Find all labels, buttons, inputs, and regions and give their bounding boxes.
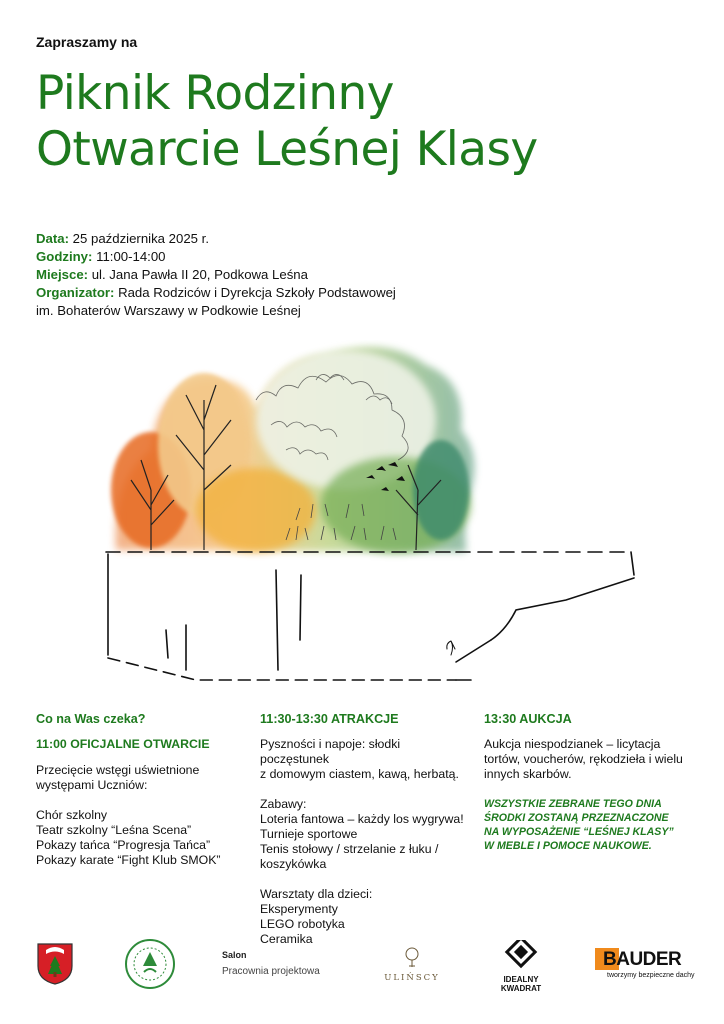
text-line: tortów, voucherów, rękodzieła i wielu (484, 752, 683, 766)
text-line: koszykówka (260, 857, 327, 871)
list-item: Pokazy karate “Fight Klub SMOK” (36, 853, 221, 867)
text-line: Zabawy: (260, 797, 307, 811)
idealny-kwadrat-logo (494, 940, 548, 993)
text-line: Ceramika (260, 932, 313, 946)
auction-note (484, 797, 684, 853)
opening-line-1: Przecięcie wstęgi uświetnione (36, 763, 200, 777)
event-info (36, 230, 396, 320)
organizer-row (36, 284, 396, 302)
hours-value: 11:00-14:00 (92, 249, 166, 264)
list-item: Teatr szkolny “Leśna Scena” (36, 823, 192, 837)
organizer-value: Rada Rodziców i Dyrekcja Szkoły Podstawowej (114, 285, 396, 300)
text-line: poczęstunek (260, 752, 330, 766)
games-block (260, 797, 472, 872)
salon-title: Salon (222, 950, 247, 960)
text-line: W MEBLE I POMOCE NAUKOWE. (484, 840, 652, 852)
place-label: Miejsce: (36, 267, 89, 282)
text-line: z domowym ciastem, kawą, herbatą. (260, 767, 459, 781)
column-auction (484, 712, 684, 868)
list-item: Pokazy tańca “Progresja Tańca” (36, 838, 211, 852)
idealny-kwadrat-text (494, 975, 548, 993)
place-value: ul. Jana Pawła II 20, Podkowa Leśna (88, 267, 308, 282)
text-line: innych skarbów. (484, 767, 572, 781)
school-emblem-logo (124, 938, 176, 990)
ik-line-2: KWADRAT (500, 984, 542, 993)
coat-of-arms-logo (36, 942, 74, 986)
text-line: Loteria fantowa – każdy los wygrywa! (260, 812, 464, 826)
text-line: Warsztaty dla dzieci: (260, 887, 373, 901)
auction-heading: 13:30 AUKCJA (484, 712, 572, 726)
opening-description (36, 763, 246, 793)
text-line: Eksperymenty (260, 902, 338, 916)
organizer-row-2: im. Bohaterów Warszawy w Podkowie Leśnej (36, 303, 301, 318)
title-line-1: Piknik Rodzinny (36, 66, 394, 121)
place-row (36, 266, 396, 284)
program-heading: Co na Was czeka? (36, 712, 146, 726)
title-line-2: Otwarcie Leśnej Klasy (36, 122, 538, 177)
ik-line-1: IDEALNY (503, 975, 539, 984)
auction-description (484, 737, 684, 782)
hours-row (36, 248, 396, 266)
column-attractions (260, 712, 472, 962)
sponsor-logos (0, 938, 724, 998)
date-row (36, 230, 396, 248)
ulinscy-name: ULIŃSCY (384, 973, 440, 983)
list-item: Chór szkolny (36, 808, 108, 822)
food-block (260, 737, 472, 782)
date-label: Data: (36, 231, 69, 246)
date-value: 25 października 2025 r. (68, 231, 210, 246)
opening-line-2: występami Uczniów: (36, 778, 148, 792)
text-line: LEGO robotyka (260, 917, 345, 931)
organizer-label: Organizator: (36, 285, 115, 300)
text-line: NA WYPOSAŻENIE “LEŚNEJ KLASY” (484, 826, 674, 838)
tree-canopy (111, 347, 474, 553)
opening-heading: 11:00 OFICJALNE OTWARCIE (36, 737, 210, 751)
column-program (36, 712, 246, 868)
platform-drawing (106, 552, 634, 680)
salon-subtitle: Pracownia projektowa (222, 966, 320, 977)
attractions-heading: 11:30-13:30 ATRAKCJE (260, 712, 399, 726)
text-line: Pyszności i napoje: słodki (260, 737, 401, 751)
ulinscy-logo (382, 946, 442, 983)
performances-list (36, 808, 246, 868)
page-title (36, 66, 538, 178)
bauder-logo (595, 948, 695, 988)
text-line: WSZYSTKIE ZEBRANE TEGO DNIA (484, 798, 662, 810)
hours-label: Godziny: (36, 249, 93, 264)
tree-icon (382, 946, 442, 968)
bauder-name: BAUDER (603, 949, 682, 970)
forest-classroom-illustration (96, 340, 646, 690)
text-line: Tenis stołowy / strzelanie z łuku / (260, 842, 439, 856)
salon-logo (222, 950, 320, 977)
text-line: Turnieje sportowe (260, 827, 358, 841)
diamond-icon (494, 940, 548, 970)
bauder-tagline: tworzymy bezpieczne dachy (607, 972, 695, 979)
intro-text: Zapraszamy na (36, 34, 138, 50)
text-line: Aukcja niespodzianek – licytacja (484, 737, 661, 751)
text-line: ŚRODKI ZOSTANĄ PRZEZNACZONE (484, 812, 669, 824)
